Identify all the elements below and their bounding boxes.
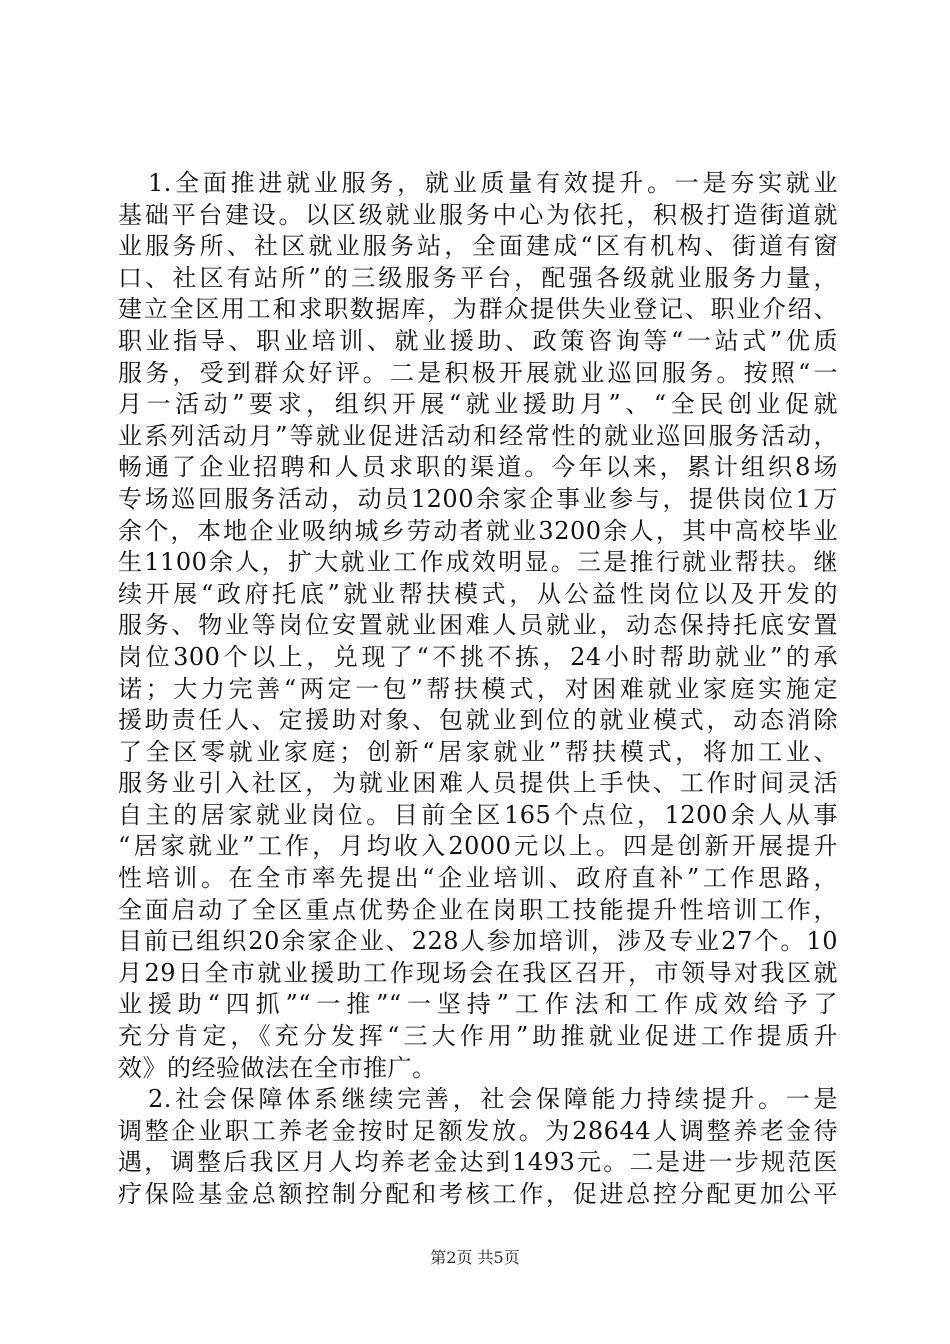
text-line: 月29日全市就业援助工作现场会在我区召开，市领导对我区就 [118,958,838,987]
text-line: 服务业引入社区，为就业困难人员提供上手快、工作时间灵活 [118,769,838,798]
text-line: 业服务所、社区就业服务站，全面建成“区有机构、街道有窗 [118,232,838,261]
text-line: 调整企业职工养老金按时足额发放。为28644人调整养老金待 [118,1116,838,1145]
text-line: “居家就业”工作，月均收入2000元以上。四是创新开展提升 [118,832,838,861]
text-line: 服务、物业等岗位安置就业困难人员就业，动态保持托底安置 [118,611,838,640]
text-line: 效》的经验做法在全市推广。 [118,1053,437,1082]
text-line: 服务，受到群众好评。二是积极开展就业巡回服务。按照“一 [118,358,838,387]
document-body [118,168,838,1211]
text-line: 专场巡回服务活动，动员1200余家企事业参与，提供岗位1万 [118,484,838,513]
text-line: 1.全面推进就业服务，就业质量有效提升。一是夯实就业 [148,169,838,197]
text-line: 业援助“四抓”“一推”“一坚持”工作法和工作成效给予了 [118,990,838,1019]
text-line: 疗保险基金总额控制分配和考核工作，促进总控分配更加公平 [118,1180,838,1208]
text-line: 充分肯定，《充分发挥“三大作用”助推就业促进工作提质升 [118,1022,838,1051]
text-line: 业系列活动月”等就业促进活动和经常性的就业巡回服务活动， [118,421,838,450]
text-line: 了全区零就业家庭；创新“居家就业”帮扶模式，将加工业、 [118,737,838,766]
text-line: 援助责任人、定援助对象、包就业到位的就业模式，动态消除 [118,706,838,735]
text-line: 基础平台建设。以区级就业服务中心为依托，积极打造街道就 [118,200,838,229]
text-line: 生1100余人，扩大就业工作成效明显。三是推行就业帮扶。继 [118,548,838,577]
text-line: 余个，本地企业吸纳城乡劳动者就业3200余人，其中高校毕业 [118,516,838,545]
text-line: 性培训。在全市率先提出“企业培训、政府直补”工作思路， [118,864,838,893]
text-line: 遇，调整后我区月人均养老金达到1493元。二是进一步规范医 [118,1148,838,1177]
text-line: 职业指导、职业培训、就业援助、政策咨询等“一站式”优质 [118,326,838,355]
text-line: 诺；大力完善“两定一包”帮扶模式，对困难就业家庭实施定 [118,674,838,703]
text-line: 口、社区有站所”的三级服务平台，配强各级就业服务力量， [118,263,838,292]
text-line: 岗位300个以上，兑现了“不挑不拣，24小时帮助就业”的承 [118,642,838,671]
text-line: 目前已组织20余家企业、228人参加培训，涉及专业27个。10 [118,927,838,956]
text-line: 畅通了企业招聘和人员求职的渠道。今年以来，累计组织8场 [118,453,838,482]
text-line: 2.社会保障体系继续完善，社会保障能力持续提升。一是 [148,1085,838,1114]
text-line: 续开展“政府托底”就业帮扶模式，从公益性岗位以及开发的 [118,579,838,608]
text-line: 建立全区用工和求职数据库，为群众提供失业登记、职业介绍、 [118,295,838,324]
page-footer: 第2页 共5页 [430,1248,520,1267]
text-line: 自主的居家就业岗位。目前全区165个点位，1200余人从事 [118,800,838,829]
text-line: 全面启动了全区重点优势企业在岗职工技能提升性培训工作， [118,895,838,924]
text-line: 月一活动”要求，组织开展“就业援助月”、“全民创业促就 [118,390,838,419]
